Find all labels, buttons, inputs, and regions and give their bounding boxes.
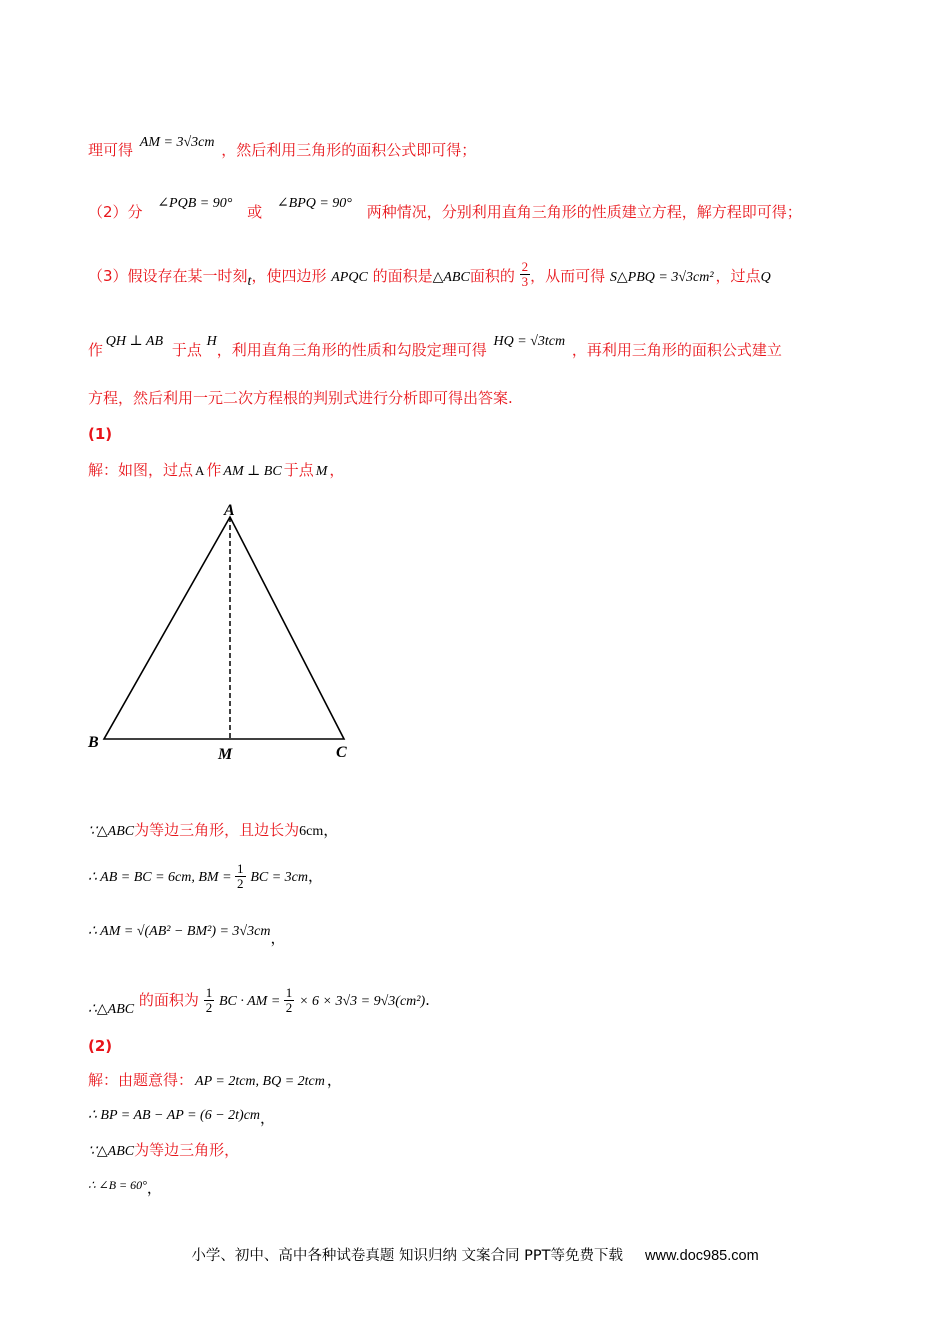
l1-text: 理可得 xyxy=(88,141,134,159)
p1-mid2: 于点 xyxy=(283,461,314,479)
l1-tail: ，然后利用三角形的面积公式即可得； xyxy=(221,141,477,159)
s4-num2: 1 xyxy=(285,985,293,1000)
l4-prefix: 作 xyxy=(88,341,104,359)
text-line-1 xyxy=(88,135,477,162)
l4-tail: ，再利用三角形的面积公式建立 xyxy=(571,341,782,359)
sol1-line-1 xyxy=(88,820,338,842)
l3-frac-num: 2 xyxy=(521,259,529,274)
label-a: A xyxy=(224,502,235,519)
s2-tail: ， xyxy=(307,867,323,885)
sol2-line-3 xyxy=(88,1140,239,1162)
s4-den2: 2 xyxy=(285,1000,293,1015)
p1-sol: 解：如图，过点 xyxy=(88,461,194,479)
l3-mid4: ，从而可得 xyxy=(530,267,606,285)
text-line-4 xyxy=(88,334,782,362)
s2-math2: BC = 3cm xyxy=(250,870,308,885)
t1-tail: ， xyxy=(326,1071,342,1089)
l2-tail: 两种情况，分别利用直角三角形的性质建立方程，解方程即可得； xyxy=(366,203,802,221)
s2-fraction xyxy=(235,862,246,891)
s3-tail: ， xyxy=(270,929,286,947)
s4-num1: 1 xyxy=(205,985,213,1000)
s4-fraction-1 xyxy=(204,986,215,1015)
l3-q: Q xyxy=(760,270,771,285)
t4-tail: ， xyxy=(146,1179,162,1197)
s4-tail: . xyxy=(425,991,430,1009)
p1-math: AM ⊥ BC xyxy=(223,464,282,479)
l3-t: t xyxy=(247,274,252,289)
l3-math: S△PBQ = 3√3cm² xyxy=(609,270,714,285)
sol2-line-1 xyxy=(88,1070,342,1092)
l3-quad: APQC xyxy=(331,270,368,285)
l3-mid: ，使四边形 xyxy=(251,267,327,285)
text-line-3 xyxy=(88,259,771,291)
sol2-line-2 xyxy=(88,1104,275,1126)
part2-label xyxy=(88,1036,112,1056)
l4-math1: QH ⊥ AB xyxy=(105,334,164,349)
p1-tail: ， xyxy=(329,461,345,479)
sol1-line-4 xyxy=(88,986,430,1015)
l3-mid3: 面积的 xyxy=(469,267,515,285)
l3-mid2: 的面积是 xyxy=(372,267,433,285)
l4-h: H xyxy=(206,334,217,349)
l2-math1: ∠PQB = 90° xyxy=(157,196,233,211)
l2-math2: ∠BPQ = 90° xyxy=(276,196,352,211)
footer-text: 小学、初中、高中各种试卷真题 知识归纳 文案合同 PPT等免费下载 xyxy=(191,1248,624,1264)
footer-site[interactable]: www.doc985.com xyxy=(645,1248,759,1264)
s4-den1: 2 xyxy=(205,1000,213,1015)
page-footer xyxy=(0,1244,950,1265)
s2-num: 1 xyxy=(237,861,244,876)
s2-math: ∴ AB = BC = 6cm, BM = xyxy=(88,870,236,885)
l5-text: 方程，然后利用一元二次方程根的判别式进行分析即可得出答案. xyxy=(88,389,513,407)
l3-tail: ，过点 xyxy=(715,267,761,285)
t3-text: 为等边三角形， xyxy=(134,1141,240,1159)
l3-prefix: （3）假设存在某一时刻 xyxy=(88,267,248,285)
p1-mid: 作 xyxy=(206,461,222,479)
t1-math: AP = 2tcm, BQ = 2tcm xyxy=(195,1074,325,1089)
s4-math1: BC · AM = xyxy=(218,994,284,1009)
l4-math2: HQ = √3tcm xyxy=(493,334,566,349)
part1-solution-intro xyxy=(88,460,344,482)
p2-label: (2) xyxy=(88,1037,113,1055)
l2-prefix: （2）分 xyxy=(88,203,143,221)
s1-sym: ∵△ABC xyxy=(88,824,135,839)
triangle-figure xyxy=(82,495,372,775)
text-line-5 xyxy=(88,388,513,408)
label-b: B xyxy=(88,734,99,751)
text-line-2 xyxy=(88,196,802,224)
s2-den: 2 xyxy=(237,876,244,891)
p1-a: A xyxy=(195,463,205,478)
s1-val: 6cm xyxy=(299,824,324,839)
s3-math: ∴ AM = √(AB² − BM²) = 3√3cm xyxy=(88,924,271,939)
triangle-abc xyxy=(104,517,344,739)
s4-text: 的面积为 xyxy=(138,991,199,1009)
t4-math: ∴ ∠B = 60° xyxy=(88,1178,147,1192)
l3-frac-den: 3 xyxy=(521,274,529,289)
l3-fraction xyxy=(520,260,531,289)
l4-mid2: ，利用直角三角形的性质和勾股定理可得 xyxy=(216,341,487,359)
l2-mid: 或 xyxy=(247,203,263,221)
label-m: M xyxy=(218,746,233,763)
s1-tail: ， xyxy=(323,821,339,839)
s4-sym: ∴△ABC xyxy=(88,1002,135,1017)
l3-tri: △ABC xyxy=(432,270,470,285)
l1-math: AM = 3√3cm xyxy=(139,135,215,150)
sol2-line-4 xyxy=(88,1174,162,1195)
p1-label: (1) xyxy=(88,425,113,443)
t1-text: 解：由题意得： xyxy=(88,1071,194,1089)
t2-tail: ， xyxy=(260,1109,276,1127)
t2-math: ∴ BP = AB − AP = (6 − 2t)cm xyxy=(88,1108,261,1123)
sol1-line-2 xyxy=(88,862,323,891)
label-c: C xyxy=(336,744,347,761)
l4-mid: 于点 xyxy=(171,341,202,359)
t3-sym: ∵△ABC xyxy=(88,1144,135,1159)
sol1-line-3 xyxy=(88,920,286,947)
p1-m: M xyxy=(315,464,328,479)
part1-label xyxy=(88,424,112,444)
s1-text: 为等边三角形，且边长为 xyxy=(134,821,300,839)
s4-fraction-2 xyxy=(284,986,295,1015)
s4-math2: × 6 × 3√3 = 9√3(cm²) xyxy=(299,994,426,1009)
